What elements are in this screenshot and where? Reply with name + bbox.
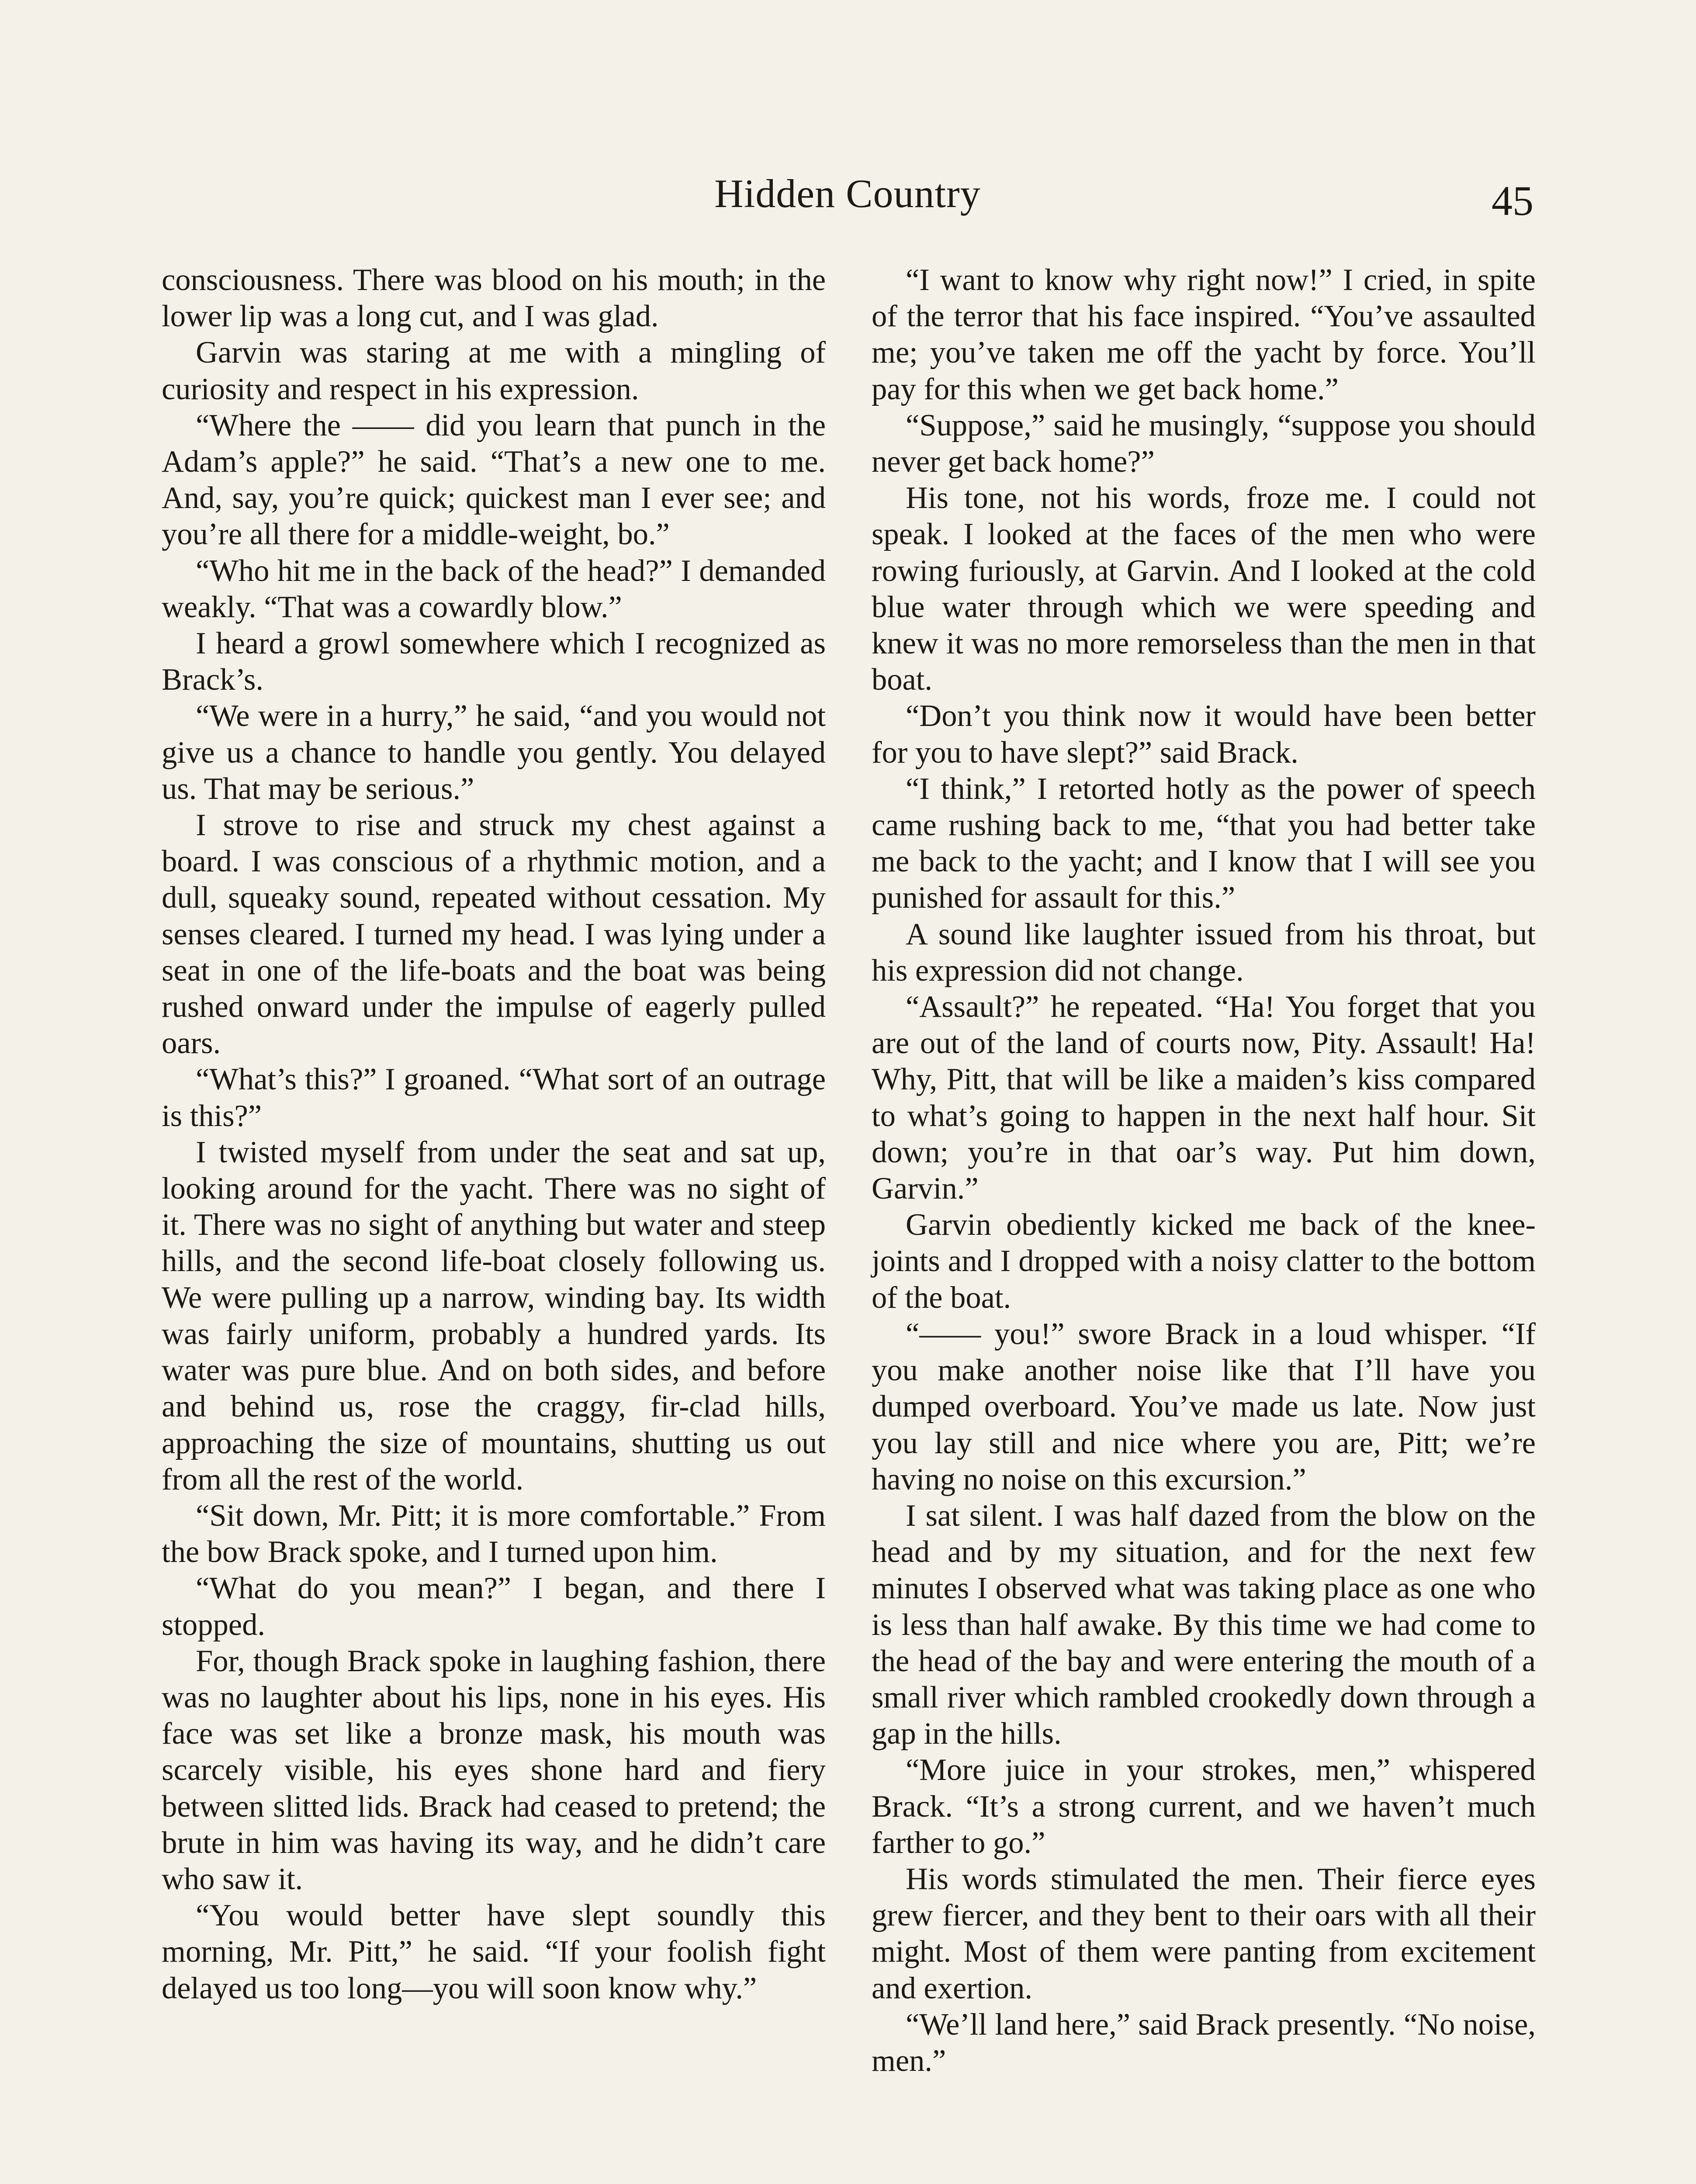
paragraph: “We’ll land here,” said Brack presently. “No noise, men.” <box>872 2007 1536 2078</box>
paragraph: His tone, not his words, froze me. I could not speak. I looked at the faces of the men who were rowing furiously, at Garvin. And I looked at the cold blue water through which we were speeding and knew it was no more remorseless than the men in that boat. <box>872 481 1536 697</box>
left-column <box>162 262 826 2007</box>
paragraph: “We were in a hurry,” he said, “and you would not give us a chance to handle you gently. You delayed us. That may be serious.” <box>162 699 826 806</box>
paragraph: His words stimulated the men. Their fierce eyes grew fiercer, and they bent to their oars with all their might. Most of them were panting from excitement and exertion. <box>872 1862 1536 2005</box>
paragraph: “You would better have slept soundly this morning, Mr. Pitt,” he said. “If your foolish fight delayed us too long—you will soon know why.” <box>162 1898 826 2005</box>
paragraph: I heard a growl somewhere which I recognized as Brack’s. <box>162 626 826 697</box>
paragraph: “What do you mean?” I began, and there I stopped. <box>162 1571 826 1642</box>
paragraph: “Assault?” he repeated. “Ha! You forget that you are out of the land of courts now, Pity. Assault! Ha! Why, Pitt, that will be like a maiden’s kiss compared to what’s going to happen in the next half hour. Sit down; you’re in that oar’s way. Put him down, Garvin.” <box>872 990 1536 1206</box>
paragraph: Garvin was staring at me with a mingling of curiosity and respect in his expression. <box>162 335 826 406</box>
page-title: Hidden Country <box>714 171 981 216</box>
paragraph: I twisted myself from under the seat and sat up, looking around for the yacht. There was no sight of it. There was no sight of anything but water and steep hills, and the second life-boat closely following us. We were pulling up a narrow, winding bay. Its width was fairly uniform, probably a hundred yards. Its water was pure blue. And on both sides, and before and behind us, rose the craggy, fir-clad hills, approaching the size of mountains, shutting us out from all the rest of the world. <box>162 1135 826 1496</box>
paragraph: consciousness. There was blood on his mouth; in the lower lip was a long cut, and I was glad. <box>162 263 826 334</box>
paragraph: “What’s this?” I groaned. “What sort of an outrage is this?” <box>162 1062 826 1133</box>
paragraph: “Suppose,” said he musingly, “suppose you should never get back home?” <box>872 408 1536 479</box>
paragraph: I strove to rise and struck my chest against a board. I was conscious of a rhythmic motion, and a dull, squeaky sound, repeated without cessation. My senses cleared. I turned my head. I was lying under a seat in one of the life-boats and the boat was being rushed onward under the impulse of eagerly pulled oars. <box>162 808 826 1061</box>
paragraph: “Where the —— did you learn that punch in the Adam’s apple?” he said. “That’s a new one to me. And, say, you’re quick; quickest man I ever see; and you’re all there for a middle-weight, bo.” <box>162 408 826 552</box>
paragraph: I sat silent. I was half dazed from the blow on the head and by my situation, and for the next few minutes I observed what was taking place as one who is less than half awake. By this time we had come to the head of the bay and were entering the mouth of a small river which rambled crookedly down through a gap in the hills. <box>872 1498 1536 1751</box>
paragraph: “Don’t you think now it would have been better for you to have slept?” said Brack. <box>872 699 1536 770</box>
paragraph: For, though Brack spoke in laughing fashion, there was no laughter about his lips, none in his eyes. His face was set like a bronze mask, his mouth was scarcely visible, his eyes shone hard and fiery between slitted lids. Brack had ceased to pretend; the brute in him was having its way, and he didn’t care who saw it. <box>162 1644 826 1896</box>
paragraph: “Sit down, Mr. Pitt; it is more comfortable.” From the bow Brack spoke, and I turned upon him. <box>162 1498 826 1569</box>
page-number: 45 <box>1492 177 1533 224</box>
paragraph: “More juice in your strokes, men,” whispered Brack. “It’s a strong current, and we haven’t much farther to go.” <box>872 1753 1536 1860</box>
paragraph: “I think,” I retorted hotly as the power of speech came rushing back to me, “that you had better take me back to the yacht; and I know that I will see you punished for assault for this.” <box>872 771 1536 915</box>
paragraph: “—— you!” swore Brack in a loud whisper. “If you make another noise like that I’ll have you dumped overboard. You’ve made us late. Now just you lay still and nice where you are, Pitt; we’re having no noise on this excursion.” <box>872 1317 1536 1496</box>
paragraph: A sound like laughter issued from his throat, but his expression did not change. <box>872 917 1536 988</box>
paragraph: “I want to know why right now!” I cried, in spite of the terror that his face inspired. “You’ve assaulted me; you’ve taken me off the yacht by force. You’ll pay for this when we get back home.” <box>872 263 1536 406</box>
right-column <box>872 262 1536 2079</box>
paragraph: “Who hit me in the back of the head?” I demanded weakly. “That was a cowardly blow.” <box>162 553 826 624</box>
running-head <box>162 170 1533 227</box>
paragraph: Garvin obediently kicked me back of the knee-joints and I dropped with a noisy clatter to the bottom of the boat. <box>872 1208 1536 1315</box>
